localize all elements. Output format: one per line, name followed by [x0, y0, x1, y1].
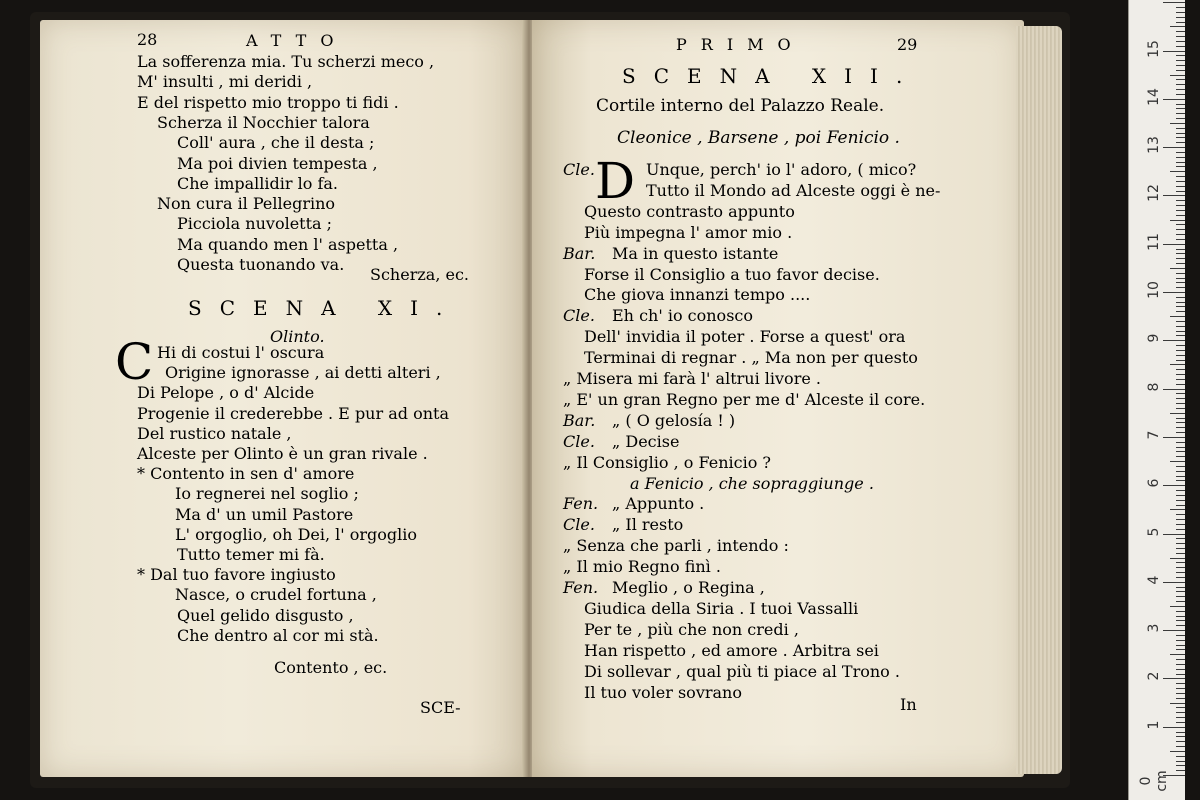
ruler-tick [1176, 355, 1185, 356]
verse-line: Alceste per Olinto è un gran rivale . [137, 444, 428, 463]
ruler-tick [1176, 84, 1185, 85]
ruler-label: 11 [1146, 232, 1162, 251]
ruler-tick [1176, 645, 1185, 646]
ruler-tick [1176, 89, 1185, 90]
ruler-tick [1163, 389, 1185, 390]
right-catchword: In [900, 695, 917, 714]
ruler-tick [1176, 36, 1185, 37]
ruler-tick [1163, 534, 1185, 535]
ruler-tick [1170, 703, 1185, 704]
ruler-tick [1170, 413, 1185, 414]
ruler-tick [1176, 635, 1185, 636]
ruler-label: 13 [1146, 136, 1162, 155]
verse-line: La sofferenza mia. Tu scherzi meco , [137, 52, 435, 71]
speaker-label: Fen. [563, 494, 599, 514]
verse-line: „ Appunto . [612, 494, 705, 514]
ruler-tick [1163, 630, 1185, 631]
ruler-tick [1176, 538, 1185, 539]
ruler-label: 7 [1146, 430, 1162, 440]
ruler-tick [1163, 195, 1185, 196]
ruler-tick [1176, 12, 1185, 13]
ruler-tick [1176, 113, 1185, 114]
ruler-tick [1176, 379, 1185, 380]
ruler-tick [1176, 239, 1185, 240]
ruler-label: 12 [1146, 184, 1162, 203]
ruler-tick [1176, 253, 1185, 254]
ruler-tick [1176, 567, 1185, 568]
ruler-tick [1163, 99, 1185, 100]
ruler-tick [1163, 340, 1185, 341]
ruler-tick [1176, 756, 1185, 757]
ruler-tick [1176, 698, 1185, 699]
ruler-tick [1176, 732, 1185, 733]
ruler-tick [1176, 736, 1185, 737]
verse-line: Del rustico natale , [137, 423, 292, 443]
verse-line: „ Il Consiglio , o Fenicio ? [563, 452, 771, 472]
ruler-tick [1176, 591, 1185, 592]
ruler-tick [1170, 461, 1185, 462]
verse-line: Io regnerei nel soglio ; [175, 484, 359, 504]
ruler-tick [1176, 693, 1185, 694]
ruler-tick [1176, 543, 1185, 544]
ruler-tick [1176, 210, 1185, 211]
ruler-label: 4 [1146, 575, 1162, 585]
ruler-tick [1176, 761, 1185, 762]
ruler-label: 14 [1146, 87, 1162, 106]
ruler-tick [1176, 640, 1185, 641]
ruler-tick [1176, 142, 1185, 143]
ruler-tick [1176, 360, 1185, 361]
ruler-tick [1176, 263, 1185, 264]
ruler-tick [1176, 664, 1185, 665]
ruler-tick [1176, 46, 1185, 47]
ruler-tick [1176, 572, 1185, 573]
ruler-tick [1176, 741, 1185, 742]
ruler-tick [1176, 625, 1185, 626]
right-running-head: PRIMO [676, 35, 805, 54]
ruler-tick [1176, 519, 1185, 520]
ruler-tick [1176, 331, 1185, 332]
verse-line: „ ( O gelosía ! ) [612, 410, 736, 430]
verse-line: M' insulti , mi deridi , [137, 72, 313, 92]
speaker-label: Bar. [563, 410, 596, 430]
ruler-tick [1176, 229, 1185, 230]
verse-line: Per te , più che non credi , [584, 619, 799, 639]
scene-characters: Cleonice , Barsene , poi Fenicio . [617, 128, 900, 148]
ruler-tick [1176, 186, 1185, 187]
ruler-tick [1176, 403, 1185, 404]
ruler-tick [1176, 466, 1185, 467]
ruler-tick [1176, 408, 1185, 409]
verse-line: Coll' aura , che il desta ; [177, 133, 375, 153]
ruler-tick [1176, 41, 1185, 42]
ruler-label: 8 [1146, 382, 1162, 392]
ruler-tick [1176, 562, 1185, 563]
ruler-tick [1176, 335, 1185, 336]
ruler-tick [1163, 292, 1185, 293]
verse-line: Non cura il Pellegrino [157, 194, 336, 214]
refrain-contento: Contento , ec. [274, 658, 388, 677]
ruler-tick [1176, 393, 1185, 394]
ruler-tick [1176, 442, 1185, 443]
ruler-tick [1176, 249, 1185, 250]
speaker-label: Cle. [563, 515, 595, 535]
ruler-tick [1176, 65, 1185, 66]
ruler-tick [1176, 476, 1185, 477]
ruler-tick [1170, 75, 1185, 76]
ruler-tick [1176, 616, 1185, 617]
verse-line: Tutto il Mondo ad Alceste oggi è ne- [646, 180, 941, 200]
ruler-tick [1176, 712, 1185, 713]
ruler-tick [1176, 60, 1185, 61]
ruler-tick [1176, 548, 1185, 549]
measurement-ruler [1128, 0, 1185, 800]
ruler-tick [1176, 447, 1185, 448]
verse-line: „ Il mio Regno finì . [563, 557, 721, 577]
ruler-tick [1176, 297, 1185, 298]
ruler-tick [1176, 620, 1185, 621]
ruler-tick [1176, 374, 1185, 375]
ruler-tick [1176, 94, 1185, 95]
ruler-tick [1176, 649, 1185, 650]
ruler-tick [1176, 215, 1185, 216]
verse-line: E del rispetto mio troppo ti fidi . [137, 92, 399, 112]
verse-line: Eh ch' io conosco [612, 306, 753, 326]
ruler-label: 10 [1146, 281, 1162, 299]
ruler-tick [1176, 480, 1185, 481]
verse-line: Dell' invidia il poter . Forse a quest' ora [584, 327, 906, 347]
verse-line: Terminai di regnar . „ Ma non per questo [584, 348, 918, 368]
speaker-olinto: Olinto. [270, 327, 325, 346]
ruler-tick [1176, 31, 1185, 32]
speaker-label: Fen. [563, 578, 599, 597]
verse-line: Ma poi divien tempesta , [177, 153, 378, 173]
ruler-tick [1176, 273, 1185, 274]
ruler-tick [1170, 220, 1185, 221]
ruler-label: 2 [1146, 671, 1162, 681]
ruler-tick [1170, 751, 1185, 752]
ruler-tick [1176, 224, 1185, 225]
ruler-tick [1176, 587, 1185, 588]
verse-line: L' orgoglio, oh Dei, l' orgoglio [175, 524, 418, 544]
ruler-tick [1176, 770, 1185, 771]
verse-line: Di Pelope , o d' Alcide [137, 383, 315, 403]
speaker-label: Cle. [563, 160, 595, 179]
ruler-tick [1176, 500, 1185, 501]
ruler-tick [1163, 727, 1185, 728]
ruler-tick [1176, 456, 1185, 457]
verse-line: Progenie il crederebbe . E pur ad onta [137, 403, 449, 423]
verse-line: Che giova innanzi tempo .... [584, 285, 811, 305]
ruler-tick [1176, 495, 1185, 496]
ruler-tick [1176, 306, 1185, 307]
ruler-tick [1163, 678, 1185, 679]
verse-line: Il tuo voler sovrano [584, 682, 742, 702]
ruler-tick [1176, 79, 1185, 80]
ruler-tick [1176, 326, 1185, 327]
ruler-tick [1163, 147, 1185, 148]
ruler-tick [1176, 577, 1185, 578]
verse-line: „ Il resto [612, 515, 684, 535]
ruler-tick [1176, 717, 1185, 718]
scene-xii-heading: SCENA XII. [622, 64, 921, 88]
ruler-tick [1176, 384, 1185, 385]
verse-line: * Contento in sen d' amore [137, 464, 355, 484]
verse-line: Tutto temer mi fà. [177, 545, 325, 564]
verse-line: Giudica della Siria . I tuoi Vassalli [584, 598, 859, 618]
scene-setting: Cortile interno del Palazzo Reale. [596, 96, 885, 116]
ruler-tick [1176, 157, 1185, 158]
ruler-tick [1176, 321, 1185, 322]
ruler-tick [1176, 418, 1185, 419]
ruler-label: 5 [1146, 527, 1162, 536]
ruler-tick [1176, 70, 1185, 71]
verse-line: „ E' un gran Regno per me d' Alceste il core. [563, 389, 926, 409]
ruler-tick [1176, 688, 1185, 689]
ruler-tick [1176, 258, 1185, 259]
ruler-tick [1176, 205, 1185, 206]
verse-line: „ Senza che parli , intendo : [563, 536, 789, 556]
ruler-tick [1176, 432, 1185, 433]
ruler-tick [1176, 191, 1185, 192]
ruler-tick [1176, 282, 1185, 283]
ruler-tick [1176, 55, 1185, 56]
ruler-tick [1176, 707, 1185, 708]
ruler-tick [1170, 268, 1185, 269]
refrain-scherza: Scherza, ec. [370, 265, 469, 284]
speaker-label: Cle. [563, 306, 595, 326]
ruler-tick [1170, 171, 1185, 172]
verse-line: Di sollevar , qual più ti piace al Trono . [584, 661, 900, 681]
ruler-tick [1176, 104, 1185, 105]
verse-line: Hi di costui l' oscura [157, 343, 325, 362]
drop-cap-c: C [115, 333, 154, 391]
ruler-tick [1176, 746, 1185, 747]
ruler-tick [1176, 369, 1185, 370]
ruler-tick [1176, 137, 1185, 138]
ruler-tick [1176, 490, 1185, 491]
verse-line: Forse il Consiglio a tuo favor decise. [584, 264, 880, 284]
ruler-tick [1170, 654, 1185, 655]
verse-line: Che dentro al cor mi stà. [177, 625, 379, 645]
verse-line: Meglio , o Regina , [612, 578, 765, 597]
ruler-tick [1176, 234, 1185, 235]
speaker-label: Cle. [563, 431, 595, 451]
ruler-tick [1163, 244, 1185, 245]
ruler-tick [1176, 505, 1185, 506]
ruler-tick [1176, 596, 1185, 597]
ruler-tick [1176, 601, 1185, 602]
left-running-head: ATTO [246, 31, 348, 50]
ruler-tick [1176, 22, 1185, 23]
verse-line: Origine ignorasse , ai detti alteri , [165, 363, 441, 383]
ruler-label: 15 [1146, 39, 1162, 58]
ruler-tick [1176, 128, 1185, 129]
left-page-number: 28 [137, 30, 158, 49]
verse-line: a Fenicio , che sopraggiunge . [630, 473, 874, 493]
verse-line: * Dal tuo favore ingiusto [137, 565, 336, 585]
ruler-tick [1163, 437, 1185, 438]
ruler-tick [1170, 509, 1185, 510]
ruler-tick [1176, 162, 1185, 163]
ruler-tick [1176, 674, 1185, 675]
ruler-tick [1176, 108, 1185, 109]
speaker-label: Bar. [563, 243, 596, 263]
verse-line: Ma quando men l' aspetta , [177, 234, 399, 254]
ruler-tick [1176, 669, 1185, 670]
ruler-tick [1176, 278, 1185, 279]
verse-line: „ Decise [612, 431, 680, 451]
ruler-tick [1170, 606, 1185, 607]
ruler-tick [1176, 514, 1185, 515]
ruler-tick [1176, 118, 1185, 119]
ruler-tick [1176, 181, 1185, 182]
ruler-tick [1176, 302, 1185, 303]
ruler-tick [1170, 26, 1185, 27]
verse-line: Più impegna l' amor mio . [584, 222, 793, 242]
ruler-tick [1176, 451, 1185, 452]
verse-line: Questo contrasto appunto [584, 201, 795, 221]
ruler-tick [1176, 524, 1185, 525]
ruler-label: 9 [1146, 333, 1162, 343]
verse-line: Quel gelido disgusto , [177, 605, 354, 625]
ruler-tick [1176, 427, 1185, 428]
left-catchword: SCE- [420, 698, 461, 717]
verse-line: Scherza il Nocchier talora [157, 112, 370, 132]
verse-line: Han rispetto , ed amore . Arbitra sei [584, 640, 879, 660]
ruler-tick [1176, 422, 1185, 423]
ruler-tick [1176, 345, 1185, 346]
ruler-label: 1 [1146, 720, 1162, 730]
verse-line: Picciola nuvoletta ; [177, 214, 333, 234]
ruler-tick [1176, 311, 1185, 312]
ruler-tick [1176, 471, 1185, 472]
ruler-tick [1163, 582, 1185, 583]
ruler-tick [1170, 364, 1185, 365]
ruler-tick [1170, 123, 1185, 124]
ruler-tick [1170, 316, 1185, 317]
ruler-label: 0 cm [1138, 770, 1170, 792]
right-page-number: 29 [897, 35, 918, 54]
ruler-tick [1176, 166, 1185, 167]
scene-xi-heading: SCENA XI. [188, 296, 461, 320]
ruler-tick [1176, 683, 1185, 684]
ruler-tick [1176, 350, 1185, 351]
ruler-tick [1176, 659, 1185, 660]
verse-line: Ma in questo istante [612, 243, 779, 263]
ruler-tick [1176, 152, 1185, 153]
ruler-tick [1176, 133, 1185, 134]
ruler-tick [1163, 485, 1185, 486]
ruler-tick [1170, 558, 1185, 559]
ruler-label: 3 [1146, 623, 1162, 633]
verse-line: „ Misera mi farà l' altrui livore . [563, 369, 821, 388]
ruler-tick [1176, 611, 1185, 612]
ruler-tick [1176, 765, 1185, 766]
ruler-tick [1163, 51, 1185, 52]
ruler-tick [1176, 200, 1185, 201]
ruler-tick [1176, 529, 1185, 530]
drop-cap-d: D [595, 152, 636, 210]
ruler-tick [1176, 722, 1185, 723]
page-edges [1016, 26, 1062, 774]
ruler-label: 6 [1146, 478, 1162, 488]
ruler-tick [1163, 2, 1185, 3]
verse-line: Ma d' un umil Pastore [175, 504, 354, 524]
ruler-tick [1176, 176, 1185, 177]
ruler-tick [1176, 17, 1185, 18]
verse-line: Che impallidir lo fa. [177, 173, 338, 193]
verse-line: Questa tuonando va. [177, 255, 345, 274]
ruler-tick [1176, 7, 1185, 8]
ruler-tick [1176, 398, 1185, 399]
ruler-tick [1176, 553, 1185, 554]
ruler-tick [1176, 287, 1185, 288]
verse-line: Nasce, o crudel fortuna , [175, 585, 377, 605]
verse-line: Unque, perch' io l' adoro, ( mico? [646, 160, 917, 179]
